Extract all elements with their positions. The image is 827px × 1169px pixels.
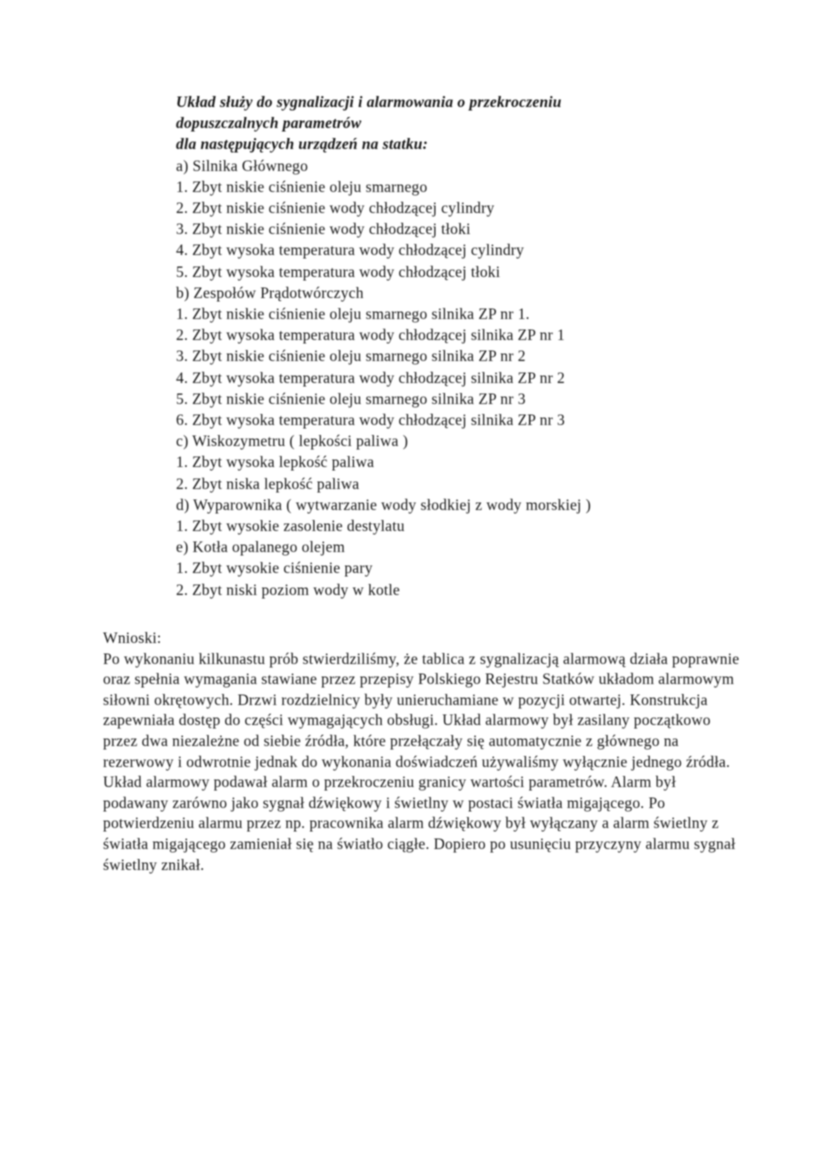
alarm-list-item: 5. Zbyt niskie ciśnienie oleju smarnego silnika ZP nr 3 <box>176 390 526 408</box>
section-label-evaporator: d) Wyparownika ( wytwarzanie wody słodkiej z wody morskiej ) <box>176 496 591 514</box>
alarm-list-item: 1. Zbyt wysokie ciśnienie pary <box>176 560 373 578</box>
alarm-list-item: 1. Zbyt wysokie zasolenie destylatu <box>176 518 405 536</box>
alarm-list-item: 4. Zbyt wysoka temperatura wody chłodzącej silnika ZP nr 2 <box>176 369 565 387</box>
doc-heading-line: dopuszczalnych parametrów <box>176 115 362 133</box>
alarm-list-item: 1. Zbyt niskie ciśnienie oleju smarnego <box>176 178 428 196</box>
alarm-list-item: 2. Zbyt niski poziom wody w kotle <box>176 581 401 599</box>
alarm-list-item: 5. Zbyt wysoka temperatura wody chłodzącej tłoki <box>176 263 501 281</box>
alarm-list-item: 2. Zbyt wysoka temperatura wody chłodzącej silnika ZP nr 1 <box>176 327 565 345</box>
alarm-list-item: 3. Zbyt niskie ciśnienie wody chłodzącej tłoki <box>176 221 471 239</box>
alarm-list-item: 2. Zbyt niskie ciśnienie wody chłodzącej cylindry <box>176 200 495 218</box>
alarm-list-item: 1. Zbyt niskie ciśnienie oleju smarnego silnika ZP nr 1. <box>176 306 530 324</box>
alarm-spec-block <box>176 92 736 601</box>
alarm-list-item: 2. Zbyt niska lepkość paliwa <box>176 475 360 493</box>
section-label-main-engine: a) Silnika Głównego <box>176 157 309 175</box>
alarm-list-item: 1. Zbyt wysoka lepkość paliwa <box>176 454 375 472</box>
doc-heading-line: Układ służy do sygnalizacji i alarmowania o przekroczeniu <box>176 94 562 111</box>
section-label-viscometer: c) Wiskozymetru ( lepkości paliwa ) <box>176 433 409 451</box>
conclusions-paragraph: Po wykonaniu kilkunastu prób stwierdziliśmy, że tablica z sygnalizacją alarmową działa poprawnie oraz spełnia wymagania stawiane przez przepisy Polskiego Rejestru Statków układom alarmowym siłowni okrętowych. Drzwi rozdzielnicy były unieruchamiane w pozycji otwartej. Konstrukcja zapewniała dostęp do części wymagających obsługi. Układ alarmowy był zasilany początkowo przez dwa niezależne od siebie źródła, które przełączały się automatycznie z głównego na rezerwowy i odwrotnie jednak do wykonania doświadczeń używaliśmy wyłącznie jednego źródła. Układ alarmowy podawał alarm o przekroczeniu granicy wartości parametrów. Alarm był podawany zarówno jako sygnał dźwiękowy i świetlny w postaci światła migającego. Po potwierdzeniu alarmu przez np. pracownika alarm dźwiękowy był wyłączany a alarm świetlny z światła migającego zamieniał się na światło ciągłe. Dopiero po usunięciu przyczyny alarmu sygnał świetlny znikał. <box>103 650 740 874</box>
alarm-list-item: 3. Zbyt niskie ciśnienie oleju smarnego silnika ZP nr 2 <box>176 348 526 366</box>
section-label-boiler: e) Kotła opalanego olejem <box>176 539 345 557</box>
conclusions-heading: Wnioski: <box>103 630 162 647</box>
alarm-list-item: 4. Zbyt wysoka temperatura wody chłodzącej cylindry <box>176 242 525 260</box>
alarm-list-item: 6. Zbyt wysoka temperatura wody chłodzącej silnika ZP nr 3 <box>176 412 565 430</box>
section-label-gensets: b) Zespołów Prądotwórczych <box>176 284 364 302</box>
conclusions-block <box>103 629 744 876</box>
doc-heading-line: dla następujących urządzeń na statku: <box>176 136 428 154</box>
